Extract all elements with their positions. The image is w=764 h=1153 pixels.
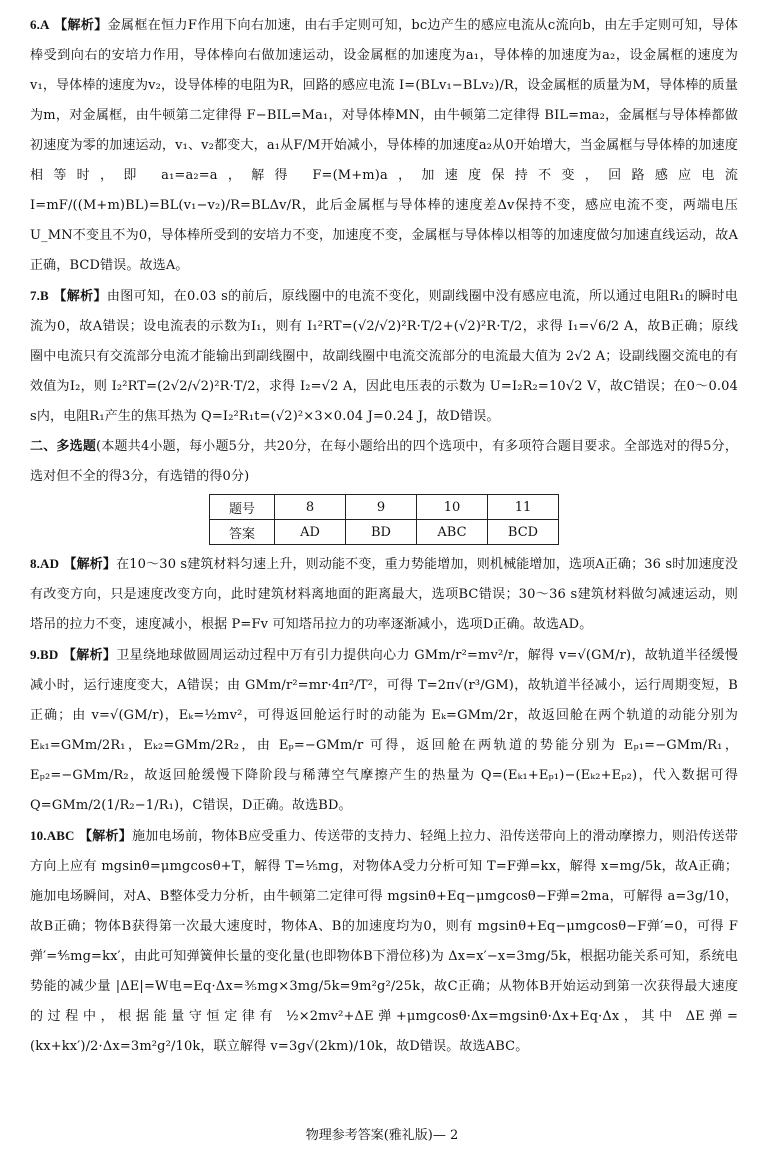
analysis-text: 卫星绕地球做圆周运动过程中万有引力提供向心力 GMm/r²=mv²/r，解得 v=√(GM/r)，故轨道半径缓慢减小时，运行速度变大，A错误；由 GMm/r²=mr·4π²/T²，可得 T=2π√(r³/GM)，故轨道半径减小，运行周期变短，B正确；由 v=√(GM/r)，Eₖ=½mv²，可得返回舱运行时的动能为 Eₖ=GMm/2r，故返回舱在两个轨道的动能分别为 Eₖ₁=GMm/2R₁，Eₖ₂=GMm/2R₂，由 Eₚ=−GMm/r 可得，返回舱在两轨道的势能分别为 Eₚ₁=−GMm/R₁，Eₚ₂=−GMm/R₂，故返回舱缓慢下降阶段与稀薄空气摩擦产生的热量为 Q=(Eₖ₁+Eₚ₁)−(Eₖ₂+Eₚ₂)，代入数据可得 Q=GMm/2(1/R₂−1/R₁)，C错误，D正确。故选BD。: [30, 648, 738, 813]
table-cell: 11: [488, 495, 559, 520]
table-cell: AD: [275, 520, 346, 545]
answer-number: 7.B: [30, 288, 49, 303]
section-header-multiple-choice: [30, 432, 738, 492]
page-footer: 物理参考答案(雅礼版)— 2: [305, 1128, 459, 1143]
answer-q9: [30, 640, 738, 821]
analysis-tag: 【解析】: [62, 648, 117, 663]
analysis-text: 在10～30 s建筑材料匀速上升，则动能不变，重力势能增加，则机械能增加，选项A正确；36 s时加速度没有改变方向，只是速度改变方向，此时建筑材料离地面的距离最大，选项BC错误；30～36 s建筑材料做匀减速运动，则塔吊的拉力不变，速度减小，根据 P=Fv 可知塔吊拉力的功率逐渐减小，选项D正确。故选AD。: [30, 557, 738, 632]
answer-q8: [30, 549, 738, 640]
analysis-tag: 【解析】: [53, 289, 107, 304]
table-cell: BD: [346, 520, 417, 545]
section-title: 二、多选题: [30, 439, 97, 454]
answer-q10: [30, 821, 738, 1062]
table-cell: 8: [275, 495, 346, 520]
table-cell: BCD: [488, 520, 559, 545]
answer-q7: [30, 281, 738, 432]
answer-number: 8.AD: [30, 556, 60, 571]
analysis-tag: 【解析】: [63, 557, 117, 572]
answer-table: [209, 494, 559, 545]
answer-q6: [30, 10, 738, 281]
table-row-label: 答案: [210, 520, 275, 545]
answer-number: 10.ABC: [30, 828, 75, 843]
table-cell: ABC: [417, 520, 488, 545]
analysis-text: 施加电场前，物体B应受重力、传送带的支持力、轻绳上拉力、沿传送带向上的滑动摩擦力，则沿传送带方向上应有 mgsinθ=μmgcosθ+T，解得 T=⅕mg，对物体A受力分析可知 T=F弹=kx，解得 x=mg/5k，故A正确；施加电场瞬间，对A、B整体受力分析，由牛顿第二定律可得 mgsinθ+Eq−μmgcosθ−F弹=2ma，可解得 a=3g/10，故B正确；物体B获得第一次最大速度时，物体A、B的加速度均为0，则有 mgsinθ+Eq−μmgcosθ−F弹′=0，可得 F弹′=⅘mg=kx′，由此可知弹簧伸长量的变化量(也即物体B下滑位移)为 Δx=x′−x=3mg/5k，根据功能关系可知，系统电势能的减少量 |ΔE|=W电=Eq·Δx=⅗mg×3mg/5k=9m²g²/25k，故C正确；从物体B开始运动到第一次获得最大速度的过程中，根据能量守恒定律有 ½×2mv²+ΔE弹+μmgcosθ·Δx=mgsinθ·Δx+Eq·Δx，其中 ΔE弹=(kx+kx′)/2·Δx=3m²g²/10k，联立解得 v=3g√(2km)/10k，故D错误。故选ABC。: [30, 829, 738, 1054]
analysis-text: 由图可知，在0.03 s的前后，原线圈中的电流不变化，则副线圈中没有感应电流，所以通过电阻R₁的瞬时电流为0，故A错误；设电流表的示数为I₁，则有 I₁²RT=(√2/√2)²R·T/2+(√2)²R·T/2，求得 I₁=√6/2 A，故B正确；原线圈中电流只有交流部分电流才能输出到副线圈中，故副线圈中电流交流部分的电流最大值为 2√2 A；设副线圈交流电的有效值为I₂，则 I₂²RT=(2√2/√2)²R·T/2，求得 I₂=√2 A，因此电压表的示数为 U=I₂R₂=10√2 V，故C错误；在0～0.04 s内，电阻R₁产生的焦耳热为 Q=I₂²R₁t=(√2)²×3×0.04 J=0.24 J，故D错误。: [30, 289, 738, 424]
answer-table-row-answers: [210, 520, 559, 545]
answer-number: 9.BD: [30, 647, 59, 662]
analysis-tag: 【解析】: [54, 18, 108, 33]
table-cell: 10: [417, 495, 488, 520]
section-instructions: (本题共4小题，每小题5分，共20分，在每小题给出的四个选项中，有多项符合题目要求。全部选对的得5分，选对但不全的得3分，有选错的得0分): [30, 439, 738, 484]
answer-number: 6.A: [30, 17, 50, 32]
table-row-label: 题号: [210, 495, 275, 520]
analysis-text: 金属框在恒力F作用下向右加速，由右手定则可知，bc边产生的感应电流从c流向b，由左手定则可知，导体棒受到向右的安培力作用，导体棒向右做加速运动，设金属框的加速度为a₁，导体棒的加速度为a₂，设金属框的速度为v₁，导体棒的速度为v₂，设导体棒的电阻为R，回路的感应电流 I=(BLv₁−BLv₂)/R，设金属框的质量为M，导体棒的质量为m，对金属框，由牛顿第二定律得 F−BIL=Ma₁，对导体棒MN，由牛顿第二定律得 BIL=ma₂，金属框与导体棒都做初速度为零的加速运动，v₁、v₂都变大，a₁从F/M开始减小，导体棒的加速度a₂从0开始增大，当金属框与导体棒的加速度相等时，即 a₁=a₂=a，解得 F=(M+m)a，加速度保持不变，回路感应电流 I=mF/((M+m)BL)=BL(v₁−v₂)/R=BLΔv/R，此后金属框与导体棒的速度差Δv保持不变，感应电流不变，两端电压U_MN不变且不为0，导体棒所受到的安培力不变，加速度不变，金属框与导体棒以相等的加速度做匀加速直线运动，故A正确，BCD错误。故选A。: [30, 18, 738, 273]
answer-table-row-numbers: [210, 495, 559, 520]
analysis-tag: 【解析】: [79, 829, 133, 844]
table-cell: 9: [346, 495, 417, 520]
